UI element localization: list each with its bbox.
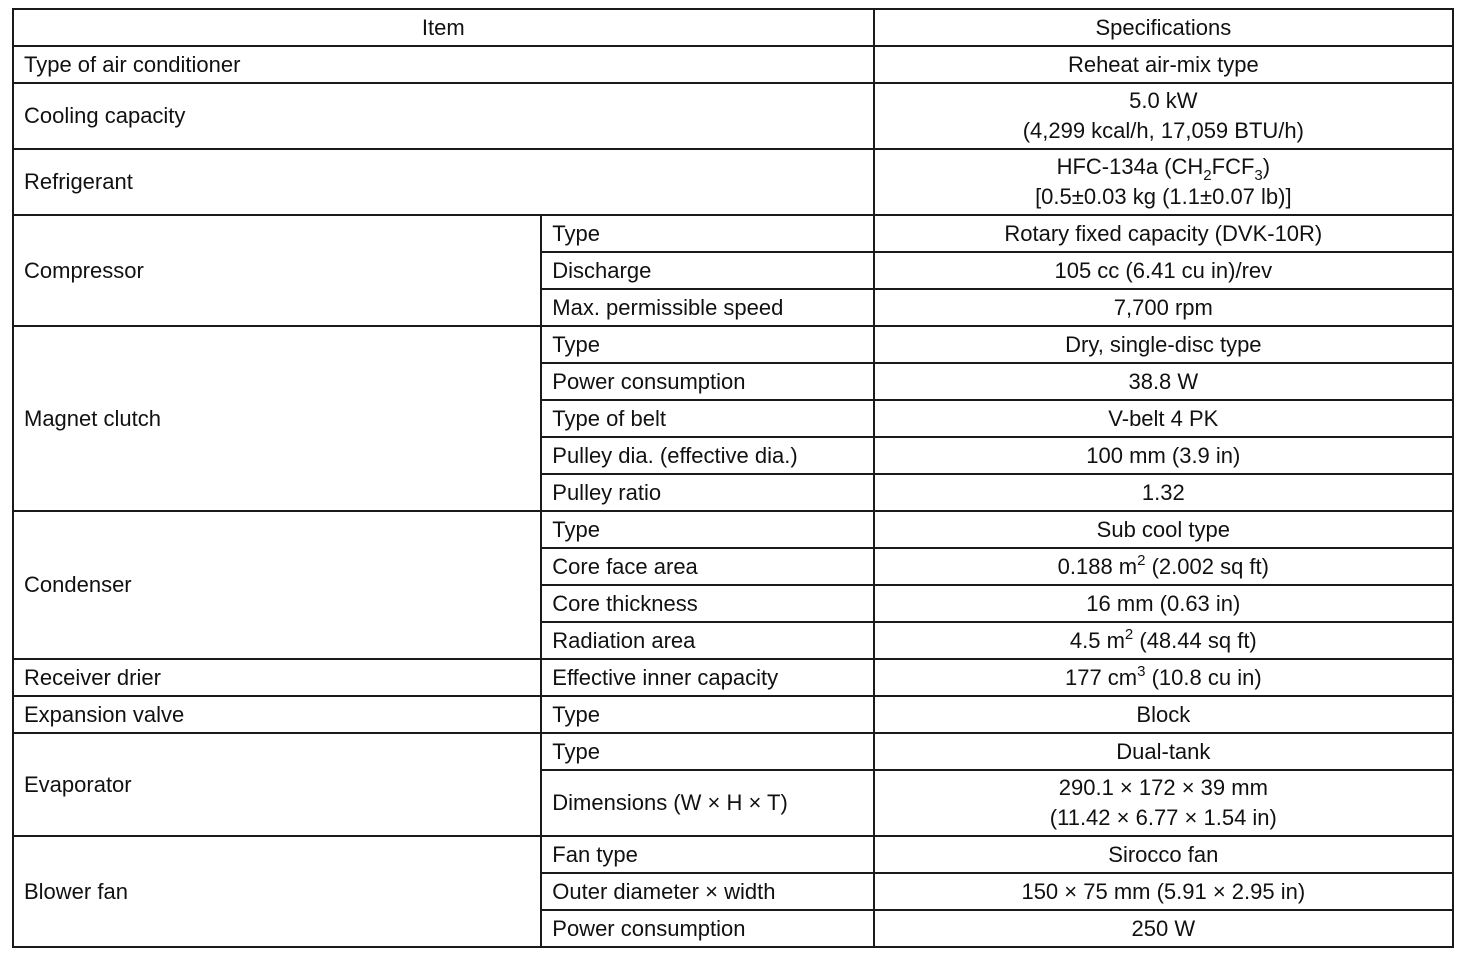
formula-sub2: 3 bbox=[1254, 167, 1263, 184]
sub-label: Fan type bbox=[541, 836, 873, 873]
sub-value: 1.32 bbox=[874, 474, 1453, 511]
sub-value bbox=[874, 548, 1453, 585]
sub-label: Type bbox=[541, 696, 873, 733]
row-value-type-ac: Reheat air-mix type bbox=[874, 46, 1453, 83]
formula-sub1: 2 bbox=[1203, 167, 1212, 184]
formula-prefix: HFC-134a (CH bbox=[1056, 154, 1204, 179]
formula-mid: FCF bbox=[1211, 154, 1255, 179]
table-row bbox=[13, 511, 1453, 548]
sub-value: Dual-tank bbox=[874, 733, 1453, 770]
refrigerant-formula bbox=[885, 152, 1442, 182]
row-value-refrigerant bbox=[874, 149, 1453, 215]
table-row bbox=[13, 46, 1453, 83]
header-specifications: Specifications bbox=[874, 9, 1453, 46]
refrigerant-amount: [0.5±0.03 kg (1.1±0.07 lb)] bbox=[1035, 184, 1292, 209]
sub-value: Block bbox=[874, 696, 1453, 733]
sub-label: Type bbox=[541, 326, 873, 363]
row-label-compressor: Compressor bbox=[13, 215, 541, 326]
sub-value: Sub cool type bbox=[874, 511, 1453, 548]
evaporator-dims-line1: 290.1 × 172 × 39 mm bbox=[1058, 775, 1268, 800]
table-row bbox=[13, 733, 1453, 770]
evaporator-dims-line2: (11.42 × 6.77 × 1.54 in) bbox=[1049, 805, 1277, 830]
row-label-evaporator: Evaporator bbox=[13, 733, 541, 836]
core-face-imperial: (2.002 sq ft) bbox=[1145, 553, 1269, 579]
sub-label: Dimensions (W × H × T) bbox=[541, 770, 873, 836]
row-label-magnet-clutch: Magnet clutch bbox=[13, 326, 541, 511]
header-row bbox=[13, 9, 1453, 46]
sub-value: 250 W bbox=[874, 910, 1453, 947]
formula-suffix: ) bbox=[1262, 154, 1271, 179]
radiation-value: 4.5 m bbox=[1069, 627, 1125, 653]
row-label-expansion: Expansion valve bbox=[13, 696, 541, 733]
sub-label: Type bbox=[541, 215, 873, 252]
cooling-value-line2: (4,299 kcal/h, 17,059 BTU/h) bbox=[1022, 118, 1304, 143]
table-row bbox=[13, 215, 1453, 252]
table-row bbox=[13, 659, 1453, 696]
sub-value: Sirocco fan bbox=[874, 836, 1453, 873]
sub-value: V-belt 4 PK bbox=[874, 400, 1453, 437]
sub-label: Core face area bbox=[541, 548, 873, 585]
sub-label: Radiation area bbox=[541, 622, 873, 659]
sub-label: Effective inner capacity bbox=[541, 659, 873, 696]
row-label-refrigerant: Refrigerant bbox=[13, 149, 874, 215]
row-value-cooling bbox=[874, 83, 1453, 149]
sub-label: Pulley ratio bbox=[541, 474, 873, 511]
receiver-exponent: 3 bbox=[1137, 662, 1146, 680]
row-label-condenser: Condenser bbox=[13, 511, 541, 659]
sub-value: 105 cc (6.41 cu in)/rev bbox=[874, 252, 1453, 289]
row-label-type-ac: Type of air conditioner bbox=[13, 46, 874, 83]
table-row bbox=[13, 149, 1453, 215]
sub-value: Rotary fixed capacity (DVK-10R) bbox=[874, 215, 1453, 252]
sub-label: Max. permissible speed bbox=[541, 289, 873, 326]
core-face-value: 0.188 m bbox=[1057, 553, 1138, 579]
sub-value: 100 mm (3.9 in) bbox=[874, 437, 1453, 474]
table-row bbox=[13, 836, 1453, 873]
row-label-blower: Blower fan bbox=[13, 836, 541, 947]
core-face-exponent: 2 bbox=[1137, 551, 1146, 569]
cooling-value-line1: 5.0 kW bbox=[1129, 88, 1198, 113]
table-row bbox=[13, 83, 1453, 149]
table-row bbox=[13, 696, 1453, 733]
sub-label: Type bbox=[541, 733, 873, 770]
receiver-imperial: (10.8 cu in) bbox=[1145, 664, 1262, 690]
sub-label: Type bbox=[541, 511, 873, 548]
header-item: Item bbox=[13, 9, 874, 46]
sub-label: Discharge bbox=[541, 252, 873, 289]
sub-value: 150 × 75 mm (5.91 × 2.95 in) bbox=[874, 873, 1453, 910]
table-row bbox=[13, 326, 1453, 363]
radiation-imperial: (48.44 sq ft) bbox=[1133, 627, 1257, 653]
row-label-receiver: Receiver drier bbox=[13, 659, 541, 696]
sub-value: 7,700 rpm bbox=[874, 289, 1453, 326]
sub-value bbox=[874, 622, 1453, 659]
sub-value bbox=[874, 659, 1453, 696]
sub-label: Pulley dia. (effective dia.) bbox=[541, 437, 873, 474]
receiver-value: 177 cm bbox=[1064, 664, 1138, 690]
sub-value: 16 mm (0.63 in) bbox=[874, 585, 1453, 622]
sub-value bbox=[874, 770, 1453, 836]
sub-label: Outer diameter × width bbox=[541, 873, 873, 910]
specifications-table bbox=[12, 8, 1454, 948]
sub-value: Dry, single-disc type bbox=[874, 326, 1453, 363]
sub-value: 38.8 W bbox=[874, 363, 1453, 400]
sub-label: Power consumption bbox=[541, 363, 873, 400]
sub-label: Power consumption bbox=[541, 910, 873, 947]
sub-label: Type of belt bbox=[541, 400, 873, 437]
radiation-exponent: 2 bbox=[1124, 625, 1134, 643]
row-label-cooling: Cooling capacity bbox=[13, 83, 874, 149]
sub-label: Core thickness bbox=[541, 585, 873, 622]
